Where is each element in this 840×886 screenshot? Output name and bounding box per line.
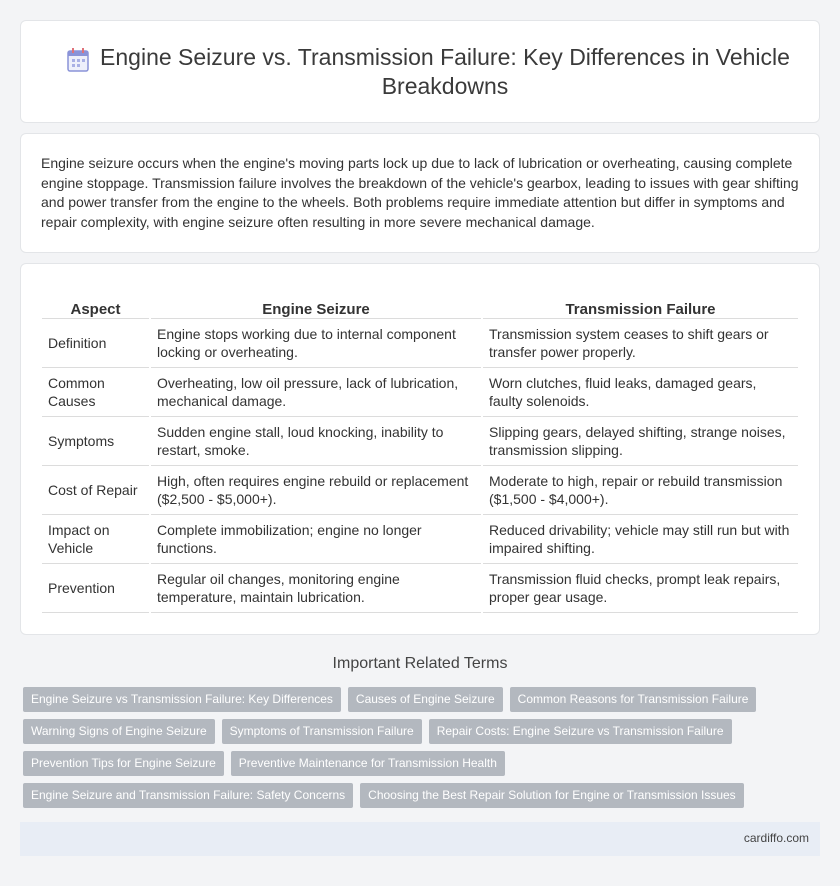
intro-paragraph: Engine seizure occurs when the engine's moving parts lock up due to lack of lubrication or overheating, causing complete engine stoppage. Transmission failure involves the breakdown of the vehicle's gearbox, leading to issues with gear shifting and power transfer from the engine to the wheels. Both problems require immediate attention but differ in symptoms and repair complexity, with engine seizure often resulting in more severe mechanical damage. (41, 155, 799, 230)
row-aspect: Prevention (42, 563, 150, 612)
footer-site-name: cardiffo.com (743, 831, 809, 845)
row-aspect: Common Causes (42, 367, 150, 416)
table-row (42, 367, 798, 416)
engine-seizure-cell: High, often requires engine rebuild or replacement ($2,500 - $5,000+). (150, 465, 482, 514)
table-row (42, 318, 798, 367)
table-row (42, 563, 798, 612)
footer (20, 822, 820, 856)
table-row (42, 416, 798, 465)
transmission-failure-cell: Reduced drivability; vehicle may still run but with impaired shifting. (482, 514, 798, 563)
related-term-link[interactable]: Choosing the Best Repair Solution for Engine or Transmission Issues (360, 783, 744, 808)
header-card (20, 20, 820, 123)
related-terms-heading: Important Related Terms (332, 655, 508, 672)
related-term-link[interactable]: Prevention Tips for Engine Seizure (23, 751, 224, 776)
intro-card (20, 133, 820, 253)
related-term-link[interactable]: Warning Signs of Engine Seizure (23, 719, 215, 744)
row-aspect: Impact on Vehicle (42, 514, 150, 563)
row-aspect: Symptoms (42, 416, 150, 465)
row-aspect: Cost of Repair (42, 465, 150, 514)
transmission-failure-cell: Moderate to high, repair or rebuild transmission ($1,500 - $4,000+). (482, 465, 798, 514)
related-term-link[interactable]: Engine Seizure vs Transmission Failure: Key Differences (23, 687, 341, 712)
transmission-failure-cell: Transmission system ceases to shift gears or transfer power properly. (482, 318, 798, 367)
related-term-link[interactable]: Common Reasons for Transmission Failure (510, 687, 757, 712)
row-aspect: Definition (42, 318, 150, 367)
engine-seizure-cell: Regular oil changes, monitoring engine temperature, maintain lubrication. (150, 563, 482, 612)
engine-seizure-cell: Sudden engine stall, loud knocking, inability to restart, smoke. (150, 416, 482, 465)
related-terms-list (23, 687, 823, 815)
engine-seizure-cell: Complete immobilization; engine no longer functions. (150, 514, 482, 563)
related-term-link[interactable]: Symptoms of Transmission Failure (222, 719, 422, 744)
column-header-transmission-failure: Transmission Failure (482, 295, 798, 318)
related-term-link[interactable]: Repair Costs: Engine Seizure vs Transmission Failure (429, 719, 732, 744)
page-title: Engine Seizure vs. Transmission Failure: Key Differences in Vehicle Breakdowns (100, 44, 790, 99)
transmission-failure-cell: Transmission fluid checks, prompt leak repairs, proper gear usage. (482, 563, 798, 612)
comparison-table (42, 295, 798, 613)
related-term-link[interactable]: Preventive Maintenance for Transmission Health (231, 751, 505, 776)
engine-seizure-cell: Engine stops working due to internal component locking or overheating. (150, 318, 482, 367)
table-row (42, 465, 798, 514)
engine-seizure-cell: Overheating, low oil pressure, lack of lubrication, mechanical damage. (150, 367, 482, 416)
transmission-failure-cell: Slipping gears, delayed shifting, strange noises, transmission slipping. (482, 416, 798, 465)
related-term-link[interactable]: Engine Seizure and Transmission Failure: Safety Concerns (23, 783, 353, 808)
transmission-failure-cell: Worn clutches, fluid leaks, damaged gears, faulty solenoids. (482, 367, 798, 416)
table-row (42, 514, 798, 563)
related-term-link[interactable]: Causes of Engine Seizure (348, 687, 503, 712)
comparison-table-card (20, 263, 820, 635)
column-header-engine-seizure: Engine Seizure (150, 295, 482, 318)
column-header-aspect: Aspect (42, 295, 150, 318)
table-header-row (42, 295, 798, 318)
